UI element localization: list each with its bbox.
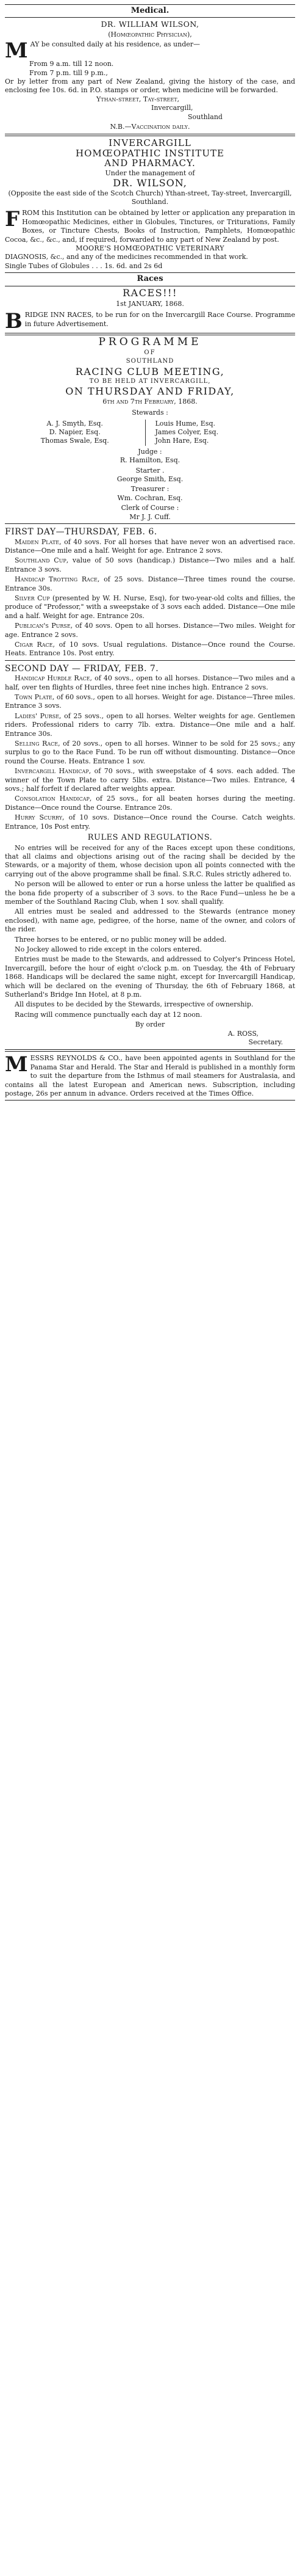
divider-3	[5, 1049, 295, 1052]
race-entry	[5, 693, 295, 711]
programme-held: TO BE HELD AT INVERCARGILL,	[89, 378, 211, 385]
race-entry	[5, 813, 295, 831]
judge-label: Judge :	[138, 447, 162, 456]
wilson-hours-1: From 9 a.m. till 12 noon.	[29, 60, 114, 68]
race-name: Handicap Trotting Race,	[15, 575, 100, 584]
wilson-hours-2: From 7 p.m. till 9 p.m.,	[29, 68, 108, 77]
race-entry	[5, 795, 295, 812]
race-entry	[5, 556, 295, 574]
wilson-address-3: Southland	[188, 112, 223, 121]
starter-name: George Smith, Esq.	[116, 475, 184, 484]
race-name: Southland Cup,	[15, 556, 69, 565]
programme-southland: SOUTHLAND	[126, 358, 174, 365]
reynolds-drop-cap: M	[5, 1052, 28, 1077]
rule-paragraph: No Jockey allowed to ride except in the colors entered.	[15, 945, 202, 953]
treasurer-label: Treasurer :	[130, 485, 170, 493]
reynolds-ad	[5, 1054, 295, 1098]
stewards-list	[5, 420, 295, 446]
day1-rule	[5, 523, 295, 524]
race-text: of 60 sovs., open to all horses. Weight for age. Distance—Three miles. Entrance 3 sovs.	[5, 693, 295, 710]
rules-title: RULES AND REGULATIONS.	[87, 833, 213, 843]
race-text: of 10 sovs. Usual regulations. Distance—Once round the Course. Heats. Entrance 10s. Post entry.	[5, 640, 295, 658]
races-headline: RACES!!!	[123, 286, 177, 299]
race-name: Hurry Scurry,	[15, 813, 65, 822]
bottom-rule	[5, 1100, 295, 1101]
by-order: By order	[135, 1021, 165, 1029]
wilson-drop-cap: M	[5, 38, 28, 64]
medical-rule	[5, 17, 295, 18]
institute-address: (Opposite the east side of the Scotch Church) Ythan-street, Tay-street, Invercargill, Southland.	[8, 189, 292, 206]
race-text: of 25 sovs., open to all horses. Welter weights for age. Gentlemen riders. Professional riders to carry 7lb. extra. Distance—One mile and a half. Entrance 30s.	[5, 711, 295, 738]
programme-of: OF	[144, 349, 156, 356]
institute-title-1: INVERCARGILL	[109, 137, 191, 149]
steward-name: A. J. Smyth, Esq.	[46, 419, 103, 428]
rule-paragraph: All disputes to be decided by the Stewards, irrespective of ownership.	[15, 1000, 254, 1009]
day2-title: SECOND DAY — FRIDAY, FEB. 7.	[5, 663, 159, 674]
stewards-col-right	[146, 420, 296, 446]
race-text: of 40 sovs. For all horses that have never won an advertised race. Distance—One mile and a half. Weight for age. Entrance 2 sovs.	[5, 537, 295, 555]
rules-list	[5, 844, 295, 1020]
wilson-subtitle: (Homœopathic Physician),	[108, 30, 192, 38]
race-name: Handicap Hurdle Race,	[15, 674, 92, 683]
bridge-inn-body: RIDGE INN RACES, to be run for on the Invercargill Race Course. Programme in future Advertisement.	[24, 311, 295, 328]
clerk-name: Mr J. J. Cuff.	[129, 512, 171, 521]
institute-body-text: ROM this Institution can be obtained by letter or application any preparation in Homœopathic Medicines, either in Globules, Tinctures, or Triturations, Family Boxes, or Tincture Chests, Books of Instruction, Pamphlets, Homœopathic Cocoa, &c., &c., and, if required, forwarded to any part of New Zealand by post.	[5, 209, 295, 244]
stewards-label: Stewards :	[132, 409, 168, 417]
programme-days: ON THURSDAY AND FRIDAY,	[65, 385, 235, 398]
institute-title-2: HOMŒOPATHIC INSTITUTE	[76, 147, 224, 159]
steward-name: James Colyer, Esq.	[155, 428, 219, 437]
bridge-inn-text	[5, 309, 295, 334]
race-entry	[5, 740, 295, 766]
race-entry	[5, 641, 295, 658]
steward-name: D. Napier, Esq.	[49, 428, 101, 437]
wilson-address-2: Invercargill,	[151, 104, 193, 112]
steward-name: Louis Hume, Esq.	[155, 419, 215, 428]
divider	[5, 134, 295, 136]
race-text: of 25 sovs., for all beaten horses during the meeting. Distance—Once round the Course. Entrance 20s.	[5, 795, 295, 812]
race-text: of 70 sovs., with sweepstake of 4 sovs. each added. The winner of the Town Plate to carry 5lbs. extra. Distance—Two miles. Entrance, 4 sovs.; half forfeit if declared after weights appear.	[5, 767, 295, 793]
signatory-name: A. ROSS,	[227, 1029, 259, 1038]
race-name: Consolation Handicap,	[15, 795, 92, 803]
rule-paragraph: Three horses to be entered, or no public money will be added.	[15, 935, 227, 944]
wilson-ad	[5, 20, 295, 131]
bridge-drop-cap: B	[5, 309, 23, 334]
wilson-nb: N.B.—Vaccination daily.	[110, 123, 190, 131]
race-name: Invercargill Handicap,	[15, 767, 91, 776]
rule-paragraph: All entries must be sealed and addressed to the Stewards (entrance money enclosed), with name age, pedigree, of the horse, name of the owner, and colors of the rider.	[5, 908, 295, 934]
race-text: of 40 sovs., open to all horses. Distance—Two miles and a half, over ten flights of Hurdles, three feet nine inches high. Entrance 2 sovs.	[5, 674, 295, 691]
programme-dates: 6th and 7th February, 1868.	[102, 397, 198, 406]
race-entry	[5, 712, 295, 738]
races-rule-top	[5, 272, 295, 273]
steward-name: John Hare, Esq.	[155, 437, 209, 445]
race-entry	[5, 538, 295, 556]
day1-races	[5, 538, 295, 658]
institute-prices: Single Tubes of Globules . . . 1s. 6d. and 2s 6d	[5, 261, 163, 270]
race-name: Cigar Race,	[15, 640, 55, 649]
race-entry	[5, 622, 295, 639]
institute-mgmt: Under the management of	[105, 169, 195, 177]
wilson-address-1: Ythan-street, Tay-street,	[96, 95, 180, 103]
programme-club: RACING CLUB MEETING,	[75, 365, 225, 377]
reynolds-body: ESSRS REYNOLDS & CO., have been appointed agents in Southland for the Panama Star and Herald. The Star and Herald is published in a monthly form to suit the departure from the Isthmus of mail steamers for Australasia, and contains all the latest European and American news. Subscription, including postage, 26s per annum in advance. Orders received at the Times Office.	[5, 1054, 295, 1098]
institute-ad	[5, 139, 295, 271]
rule-paragraph: Racing will commence punctually each day at 12 noon.	[15, 1010, 202, 1019]
treasurer-name: Wm. Cochran, Esq.	[117, 493, 183, 502]
race-entry	[5, 674, 295, 692]
day2-races	[5, 674, 295, 831]
moores-text: DIAGNOSIS, &c., and any of the medicines recommended in that work.	[5, 253, 248, 261]
race-name: Publican's Purse,	[15, 622, 73, 630]
judge-name: R. Hamilton, Esq.	[120, 456, 180, 465]
rule-paragraph: No entries will be received for any of the Races except upon these conditions, that all claims and objections arising out of the racing shall be decided by the Stewards, or a majority of them, whose decision upon all points connected with the carrying out of the above programme shall be final. S.R.C. Rules strictly adhered to.	[5, 843, 295, 878]
wilson-name: DR. WILLIAM WILSON,	[101, 20, 199, 29]
race-name: Silver Cup	[15, 594, 50, 602]
day1-title: FIRST DAY—THURSDAY, FEB. 6.	[5, 527, 157, 537]
starter-label: Starter .	[135, 466, 165, 475]
rule-paragraph: No person will be allowed to enter or run a horse unless the latter be qualified as the bona fide property of a subscriber of 3 sovs. to the Race Fund—unless he be a member of the Southland Racing Club, when 1 sov. shall qualify.	[5, 880, 295, 906]
institute-mgmt-name: DR. WILSON,	[113, 177, 187, 189]
signatory-title: Secretary.	[248, 1038, 283, 1047]
race-entry	[5, 594, 295, 620]
wilson-intro-text: AY be consulted daily at his residence, as under—	[30, 40, 201, 49]
institute-drop-cap: F	[5, 207, 20, 232]
race-text: of 40 sovs. Open to all horses. Distance—Two miles. Weight for age. Entrance 2 sovs.	[5, 622, 295, 639]
race-text: (presented by W. H. Nurse, Esq), for two-year-old colts and fillies, the produce of "Professor," with a sweepstake of 3 sovs each added. Distance—One mile and a half. Weight for age. Entrance 20s.	[5, 594, 295, 620]
stewards-col-left	[5, 420, 146, 446]
reynolds-text	[5, 1054, 295, 1098]
day2-rule	[5, 660, 295, 661]
race-name: Selling Race,	[15, 740, 60, 748]
bridge-inn-ad	[5, 286, 295, 334]
programme-title: PROGRAMME	[98, 336, 202, 349]
programme-ad	[5, 338, 295, 1047]
race-name: Ladies' Purse,	[15, 711, 62, 720]
race-entry	[5, 575, 295, 593]
institute-title-3: AND PHARMACY.	[104, 158, 196, 169]
race-name: Town Plate,	[15, 693, 55, 701]
race-text: value of 50 sovs (handicap.) Distance—Two miles and a half. Entrance 3 sovs.	[5, 556, 295, 573]
top-rule	[5, 4, 295, 5]
moores-title: MOORE'S HOMŒOPATHIC VETERINARY	[76, 244, 224, 252]
steward-name: Thomas Swale, Esq.	[40, 437, 109, 445]
race-text: of 25 sovs. Distance—Three times round the course. Entrance 30s.	[5, 575, 296, 592]
races-section-title: Races	[137, 274, 163, 284]
race-name: Maiden Plate,	[15, 537, 62, 546]
rule-paragraph: Entries must be made to the Stewards, and addressed to Colyer's Princess Hotel, Invercargill, before the hour of eight o'clock p.m. on Tuesday, the 4th of February 1868. Handicaps will be declared the same night, except for Invercargill Handicap, which will be declared on the evening of Thursday, the 6th of February 1868, at Sutherland's Bridge Inn Hotel, at 8 p.m.	[5, 955, 295, 999]
clerk-label: Clerk of Course :	[121, 504, 179, 512]
institute-body	[5, 209, 295, 244]
race-text: of 10 sovs. Distance—Once round the Course. Catch weights. Entrance, 10s Post entry.	[5, 813, 295, 831]
races-date: 1st JANUARY, 1868.	[116, 299, 184, 308]
newspaper-column	[5, 0, 295, 1101]
medical-section-title: Medical.	[130, 6, 170, 15]
race-text: of 20 sovs., open to all horses. Winner to be sold for 25 sovs.; any surplus to go to the Race Fund. To be run off without dismounting. Distance—Once round the Course. Heats. Entrance 1 sov.	[5, 740, 295, 765]
divider-2	[5, 333, 295, 335]
wilson-body: Or by letter from any part of New Zealand, giving the history of the case, and enclosing fee 10s. 6d. in P.O. stamps or order, when medicine will be forwarded.	[5, 78, 295, 95]
race-entry	[5, 767, 295, 793]
